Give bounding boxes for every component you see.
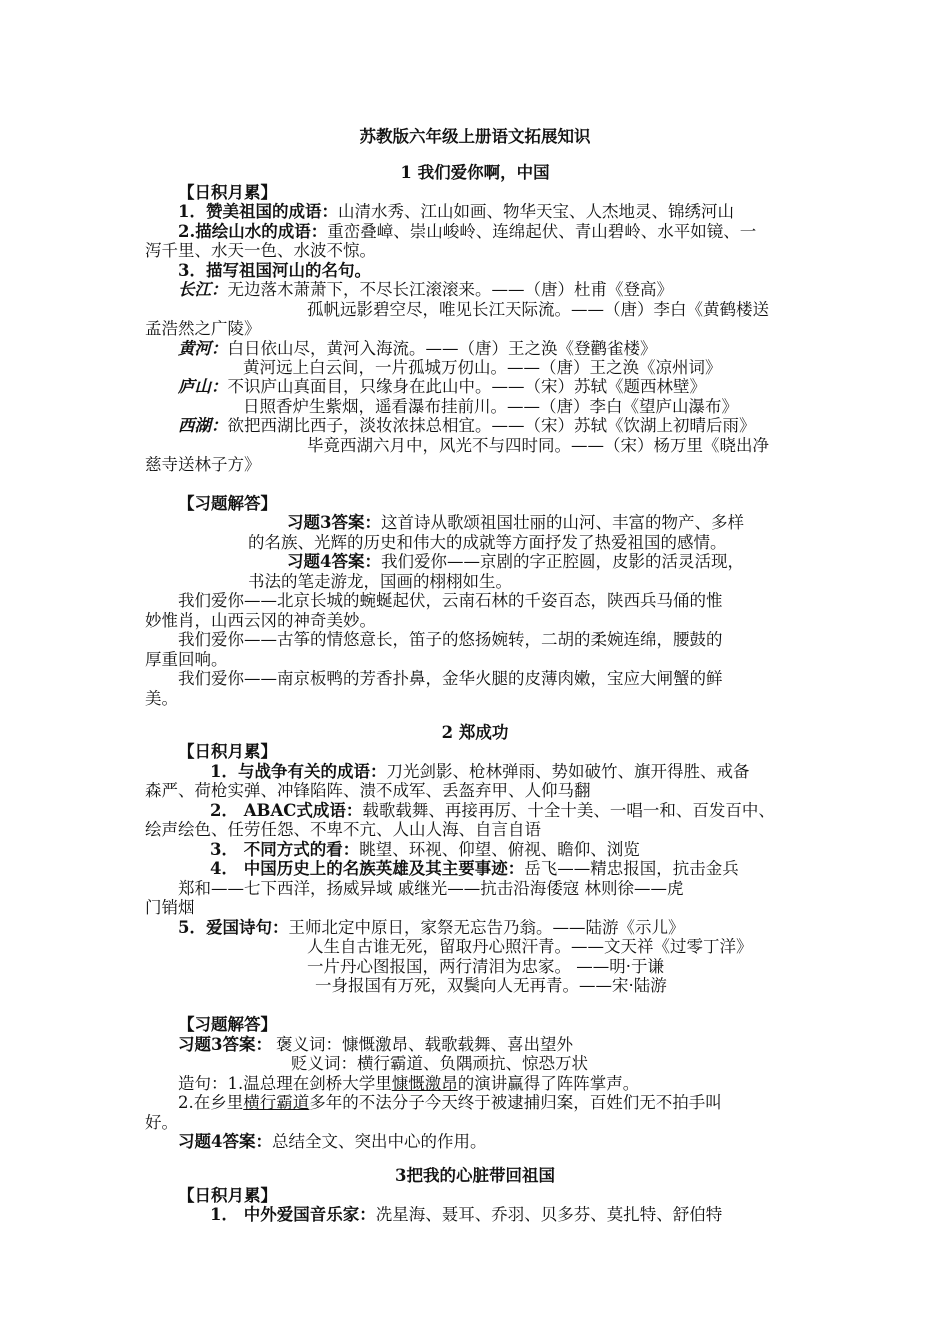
text-line: 西湖：欲把西湖比西子，淡妆浓抹总相宜。——（宋）苏轼《饮湖上初晴后雨》 [178,416,756,435]
text-line: 绘声绘色、任劳任怨、不卑不亢、人山人海、自言自语 [145,820,541,839]
text-line: 4． 中国历史上的名族英雄及其主要事迹：岳飞——精忠报国，抗击金兵 [210,859,739,878]
text-line: 慈寺送林子方》 [145,455,261,474]
text-line: 人生自古谁无死，留取丹心照汗青。——文天祥《过零丁洋》 [307,937,753,956]
text-line: 贬义词：横行霸道、负隅顽抗、惊恐万状 [291,1054,588,1073]
text-line: 习题3答案： 褒义词：慷慨激昂、载歌载舞、喜出望外 [178,1035,573,1054]
text-line: 一片丹心图报国，两行清泪为忠家。 ——明·于谦 [307,957,664,976]
text-line: 泻千里、水天一色、水波不惊。 [145,241,376,260]
text-line: 日照香炉生紫烟，遥看瀑布挂前川。——（唐）李白《望庐山瀑布》 [243,397,738,416]
text-line: 我们爱你——北京长城的蜿蜒起伏，云南石林的千姿百态，陕西兵马俑的惟 [178,591,723,610]
text-line: 好。 [145,1113,178,1132]
text-line: 1．赞美祖国的成语：山清水秀、江山如画、物华天宝、人杰地灵、锦绣河山 [178,202,734,221]
text-line: 美。 [145,689,178,708]
accumulation-label: 【日积月累】 [178,742,277,761]
text-line: 2.在乡里横行霸道多年的不法分子今天终于被逮捕归案，百姓们无不拍手叫 [178,1093,722,1112]
text-line: 厚重回响。 [145,650,228,669]
accumulation-label: 【日积月累】 [178,183,277,202]
text-line: 毕竟西湖六月中，风光不与四时同。——（宋）杨万里《晓出净 [307,436,769,455]
text-line: 妙惟肖，山西云冈的神奇美妙。 [145,611,376,630]
text-line: 森严、荷枪实弹、冲锋陷阵、溃不成军、丢盔弃甲、人仰马翻 [145,781,591,800]
text-line: 2． ABAC式成语：载歌载舞、再接再厉、十全十美、一唱一和、百发百中、 [210,801,775,820]
text-line: 我们爱你——南京板鸭的芳香扑鼻，金华火腿的皮薄肉嫩，宝应大闸蟹的鲜 [178,669,723,688]
exercise-label: 【习题解答】 [178,494,277,513]
exercise-label: 【习题解答】 [178,1015,277,1034]
text-line: 我们爱你——古筝的情悠意长，笛子的悠扬婉转，二胡的柔婉连绵，腰鼓的 [178,630,723,649]
text-line: 门销烟 [145,898,195,917]
text-line: 孤帆远影碧空尽，唯见长江天际流。——（唐）李白《黄鹤楼送 [307,300,769,319]
text-line: 黄河远上白云间，一片孤城万仞山。——（唐）王之涣《凉州词》 [243,358,722,377]
section-heading: 2 郑成功 [441,723,509,742]
text-line: 1． 中外爱国音乐家：冼星海、聂耳、乔羽、贝多芬、莫扎特、舒伯特 [210,1205,723,1224]
text-line: 习题4答案：我们爱你——京剧的字正腔圆，皮影的活灵活现， [287,552,744,571]
text-line: 1．与战争有关的成语：刀光剑影、枪林弹雨、势如破竹、旗开得胜、戒备 [210,762,750,781]
section-heading: 1 我们爱你啊，中国 [400,163,550,182]
text-line: 书法的笔走游龙，国画的栩栩如生。 [248,572,512,591]
text-line: 郑和——七下西洋，扬威异域 戚继光——抗击沿海倭寇 林则徐——虎 [178,879,684,898]
text-line: 孟浩然之广陵》 [145,319,261,338]
text-line: 5．爱国诗句：王师北定中原日，家祭无忘告乃翁。——陆游《示儿》 [178,918,685,937]
text-line: 的名族、光辉的历史和伟大的成就等方面抒发了热爱祖国的感情。 [248,533,727,552]
section-heading: 3把我的心脏带回祖国 [395,1166,555,1185]
text-line: 2.描绘山水的成语：重峦叠嶂、崇山峻岭、连绵起伏、青山碧岭、水平如镜、一 [178,222,757,241]
document-title: 苏教版六年级上册语文拓展知识 [359,127,591,146]
text-line: 3． 不同方式的看：眺望、环视、仰望、俯视、瞻仰、浏览 [210,840,640,859]
text-line: 长江：无边落木萧萧下，不尽长江滚滚来。——（唐）杜甫《登高》 [178,280,673,299]
text-line: 习题3答案：这首诗从歌颂祖国壮丽的山河、丰富的物产、多样 [287,513,744,532]
text-line: 习题4答案：总结全文、突出中心的作用。 [178,1132,487,1151]
text-line: 3．描写祖国河山的名句。 [178,261,371,280]
text-line: 一身报国有万死，双鬓向人无再青。——宋·陆游 [315,976,667,995]
text-line: 庐山：不识庐山真面目，只缘身在此山中。——（宋）苏轼《题西林壁》 [178,377,706,396]
text-line: 造句：1.温总理在剑桥大学里慷慨激昂的演讲赢得了阵阵掌声。 [178,1074,640,1093]
accumulation-label: 【日积月累】 [178,1186,277,1205]
text-line: 黄河：白日依山尽，黄河入海流。——（唐）王之涣《登鹳雀楼》 [178,339,657,358]
